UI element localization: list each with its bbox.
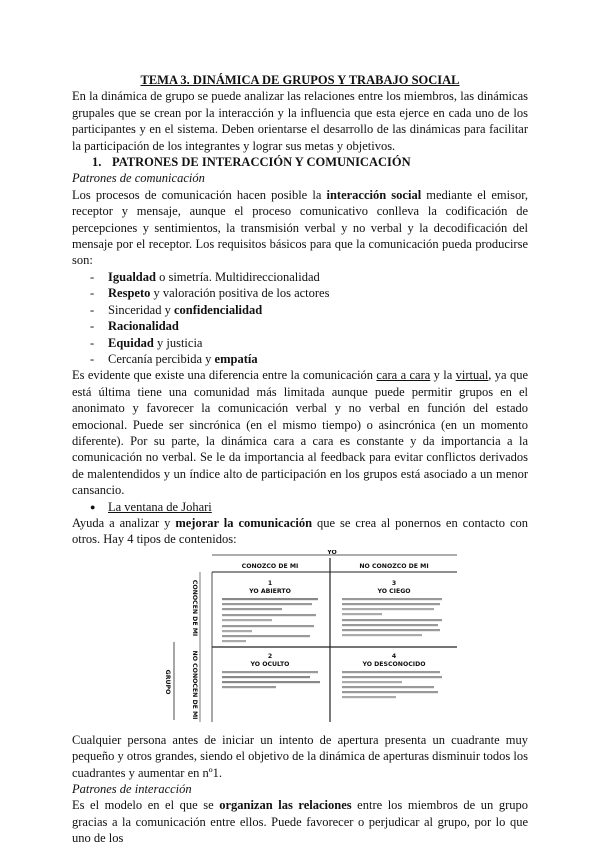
paragraph-diferencia [72,367,528,498]
section-number: 1. [92,155,102,170]
q3-number: 2 [267,652,273,660]
text-run: Es evidente que existe una diferencia entre la comunicación [72,368,377,383]
document-page [72,72,528,847]
text-run: entre los miembros de un grupo gracias a la comunicación entre ellos. Puede favorecer o perjudicar al grupo, por lo que uno de los [72,798,528,846]
bold-term: Igualdad [108,269,156,284]
label-no-conozco: NO CONOZCO DE MI [359,562,429,570]
text-run: y valoración positiva de los actores [150,286,330,301]
paragraph-johari [72,515,528,548]
subheading-comunicacion: Patrones de comunicación [72,171,205,186]
text-run: o simetría. Multidireccionalidad [155,269,320,284]
label-no-conocen: NO CONOCEN DE MI [191,650,198,720]
bold-term: mejorar la comunicación [175,515,313,530]
johari-bullet [72,499,528,515]
q3-illegible-text [222,671,320,688]
list-item [72,302,528,318]
q1-number: 1 [267,579,273,587]
bold-term: Equidad [108,335,154,350]
johari-window-diagram [152,550,492,726]
label-yo: YO [327,549,337,556]
bold-term: empatía [214,351,258,366]
text-run: Sinceridad y [108,302,174,317]
text-run: y la [430,368,456,383]
q3-title: YO OCULTO [250,660,290,668]
section-title: PATRONES DE INTERACCIÓN Y COMUNICACIÓN [112,155,411,170]
q4-title: YO DESCONOCIDO [362,660,426,668]
q2-illegible-text [342,598,442,636]
text-run: Es el modelo en el que se [72,798,220,813]
text-run: , ya que está última tiene una comunidad más limitada aunque puede permitir grupos en el anonimato y favorecer la comunicación verbal y no verbal en función del estado emocional. Puede ser sincrónica (en el mismo tiempo) o asincrónica (en un momento diferente). Por su parte, la dinámica cara a cara es constante y da importancia a la comunicación no verbal. Se le da importancia al feedback para evitar conflictos derivados de malentendidos y un índice alto de participación en los grupos está asociado a un menor cansancio. [72,368,528,498]
paragraph-cuadrante: Cualquier persona antes de iniciar un intento de apertura presenta un cuadrante muy pequeño y otros grandes, siendo el objetivo de la dinámica de aperturas disminuir todos los cuadrantes y aumentar en nº1. [72,732,528,780]
text-run: Ayuda a analizar y [72,515,176,530]
bold-term: confidencialidad [173,302,263,317]
section-heading [92,154,528,170]
bold-term: Racionalidad [108,319,179,334]
bold-term: interacción social [326,187,422,202]
text-run: que se crea al ponernos en contacto con otros. Hay 4 tipos de contenidos: [72,515,528,547]
paragraph-interaccion [72,797,528,846]
q2-title: YO CIEGO [377,587,411,595]
list-item [72,285,528,301]
bullet-label: La ventana de Johari [108,499,212,514]
text-run: y justicia [153,335,203,350]
text-run: Cercanía percibida y [108,351,215,366]
q2-number: 3 [391,579,397,587]
intro-paragraph: En la dinámica de grupo se puede analizar las relaciones entre los miembros, las dinámicas grupales que se crean por la interacción y la influencia que esta ejerce en cada uno de los participantes y en el sistema. Deben orientarse el desarrollo de las dinámicas para facilitar la participación de los integrantes y lograr sus metas y objetivos. [72,89,528,153]
q1-illegible-text [222,598,318,642]
text-run: mediante el emisor, receptor y mensaje, aunque el proceso comunicativo conlleva la codificación de percepciones y sentimientos, la transmisión verbal y no verbal y la decodificación del mensaje por el receptor. Los requisitos básicos para que la comunicación pueda producirse son: [72,187,528,268]
label-conozco: CONOZCO DE MI [241,562,299,570]
label-conocen: CONOCEN DE MI [191,579,198,636]
subheading-interaccion: Patrones de interacción [72,782,192,796]
bold-term: organizan las relaciones [219,798,352,813]
underlined-term: virtual [455,368,489,383]
text-run: Los procesos de comunicación hacen posible la [72,187,327,202]
list-item [72,335,528,351]
requisitos-list [72,269,528,367]
johari-window-figure [72,550,528,726]
list-item [72,351,528,367]
list-item [72,318,528,334]
underlined-term: cara a cara [376,368,431,383]
list-item [72,269,528,285]
page-title: TEMA 3. DINÁMICA DE GRUPOS Y TRABAJO SOCIAL [140,73,460,87]
paragraph-comunicacion [72,187,528,269]
q4-number: 4 [391,652,397,660]
label-grupo: GRUPO [164,669,171,695]
bold-term: Respeto [108,286,151,301]
q4-illegible-text [342,671,442,698]
q1-title: YO ABIERTO [249,587,291,595]
